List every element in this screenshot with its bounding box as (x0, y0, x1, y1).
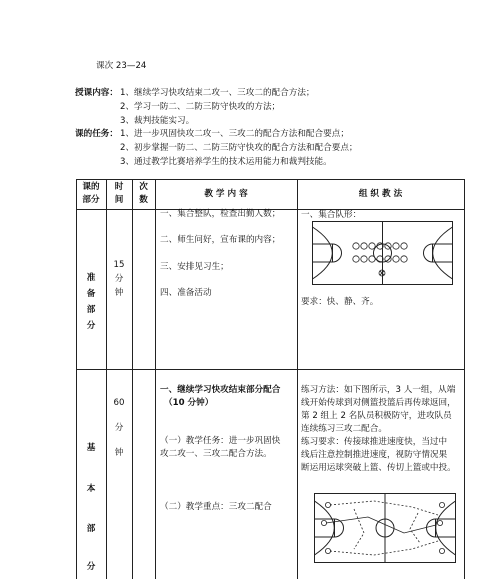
prep-part-char-4: 分 (86, 321, 96, 331)
main-content-title: 一、继续学习快攻结束部分配合 (160, 385, 281, 395)
prep-part-char-3: 部 (86, 305, 96, 315)
col-divider-4 (297, 179, 298, 579)
prep-part-char-2: 备 (86, 289, 96, 299)
prep-part-char-1: 准 (86, 273, 96, 283)
content-item-1: 1、继续学习快攻结束二攻一、三攻二的配合方法； (120, 88, 315, 98)
main-method-line-6: 线后注意控制推进速度，视防守情况果 (301, 450, 448, 460)
prep-content-4: 四、准备活动 (160, 288, 212, 298)
lesson-number: 课次 23—24 (96, 61, 147, 71)
header-content: 教 学 内 容 (204, 189, 248, 199)
content-label: 授课内容： (75, 88, 118, 98)
main-part-char-3: 部 (86, 524, 96, 534)
main-method-line-1: 练习方法：如下图所示，3 人一组，从端 (301, 385, 456, 395)
content-item-3: 3、裁判技能实习。 (120, 116, 195, 126)
main-method-line-5: 练习要求：传接球推进速度快，当过中 (301, 437, 448, 447)
table-border-left (76, 179, 77, 579)
header-count-1: 次 (139, 182, 148, 192)
main-time-unit-2: 钟 (114, 448, 124, 458)
formation-court-diagram (312, 221, 453, 285)
task-item-3: 3、通过教学比赛培养学生的技术运用能力和裁判技能。 (120, 157, 332, 167)
header-method: 组 织 教 法 (358, 189, 403, 199)
main-task-line-1: （一）教学任务：进一步巩固快 (160, 436, 281, 446)
col-divider-2 (132, 179, 133, 579)
main-method-line-7: 断运用运球突破上篮、传切上篮或中投。 (301, 463, 456, 473)
header-count-2: 数 (139, 195, 148, 205)
main-part-char-2: 本 (86, 484, 96, 494)
main-method-line-2: 线开始传球到对侧篮投篮后再传球返回， (301, 398, 456, 408)
main-part-char-4: 分 (86, 562, 96, 572)
main-task-line-2: 攻二攻一、三攻二配合方法。 (160, 449, 272, 459)
drill-court-diagram (314, 493, 456, 563)
table-row-divider (76, 369, 465, 370)
task-item-2: 2、初步掌握一防二、二防三防守快攻的配合方法和配合要点； (120, 143, 358, 153)
prep-content-3: 三、安排见习生； (160, 262, 229, 272)
table-border-top (76, 179, 465, 180)
header-time-2: 间 (114, 195, 124, 205)
main-method-line-4: 连续练习三攻二配合。 (301, 424, 387, 434)
main-content-duration: （10 分钟） (164, 398, 214, 408)
main-part-char-1: 基 (86, 443, 96, 453)
prep-time-unit-1: 分 (114, 274, 124, 284)
main-method-line-3: 第 2 组上 2 名队员积极防守，进攻队员 (301, 411, 452, 421)
prep-time-value: 15 (113, 260, 125, 270)
lesson-table (76, 179, 465, 579)
header-part-2: 部分 (82, 195, 100, 205)
prep-method-requirement: 要求：快、静、齐。 (301, 297, 379, 307)
main-time-value: 60 (113, 398, 125, 408)
task-label: 课的任务： (75, 129, 118, 139)
header-part-1: 课的 (82, 182, 100, 192)
table-border-right (464, 179, 465, 579)
header-time-1: 时 (114, 182, 124, 192)
main-focus: （二）教学重点：三攻二配合 (160, 502, 272, 512)
prep-method-title: 一、集合队形： (301, 210, 362, 220)
prep-content-1: 一、集合整队，检查出勤人数； (160, 209, 281, 219)
prep-time-unit-2: 钟 (114, 288, 124, 298)
col-divider-3 (155, 179, 156, 579)
task-item-1: 1、进一步巩固快攻二攻一、三攻二的配合方法和配合要点； (120, 129, 349, 139)
main-time-unit-1: 分 (114, 423, 124, 433)
prep-content-2: 二、师生问好，宣布课的内容； (160, 235, 281, 245)
col-divider-1 (106, 179, 107, 579)
content-item-2: 2、学习一防二、二防三防守快攻的方法； (120, 102, 281, 112)
